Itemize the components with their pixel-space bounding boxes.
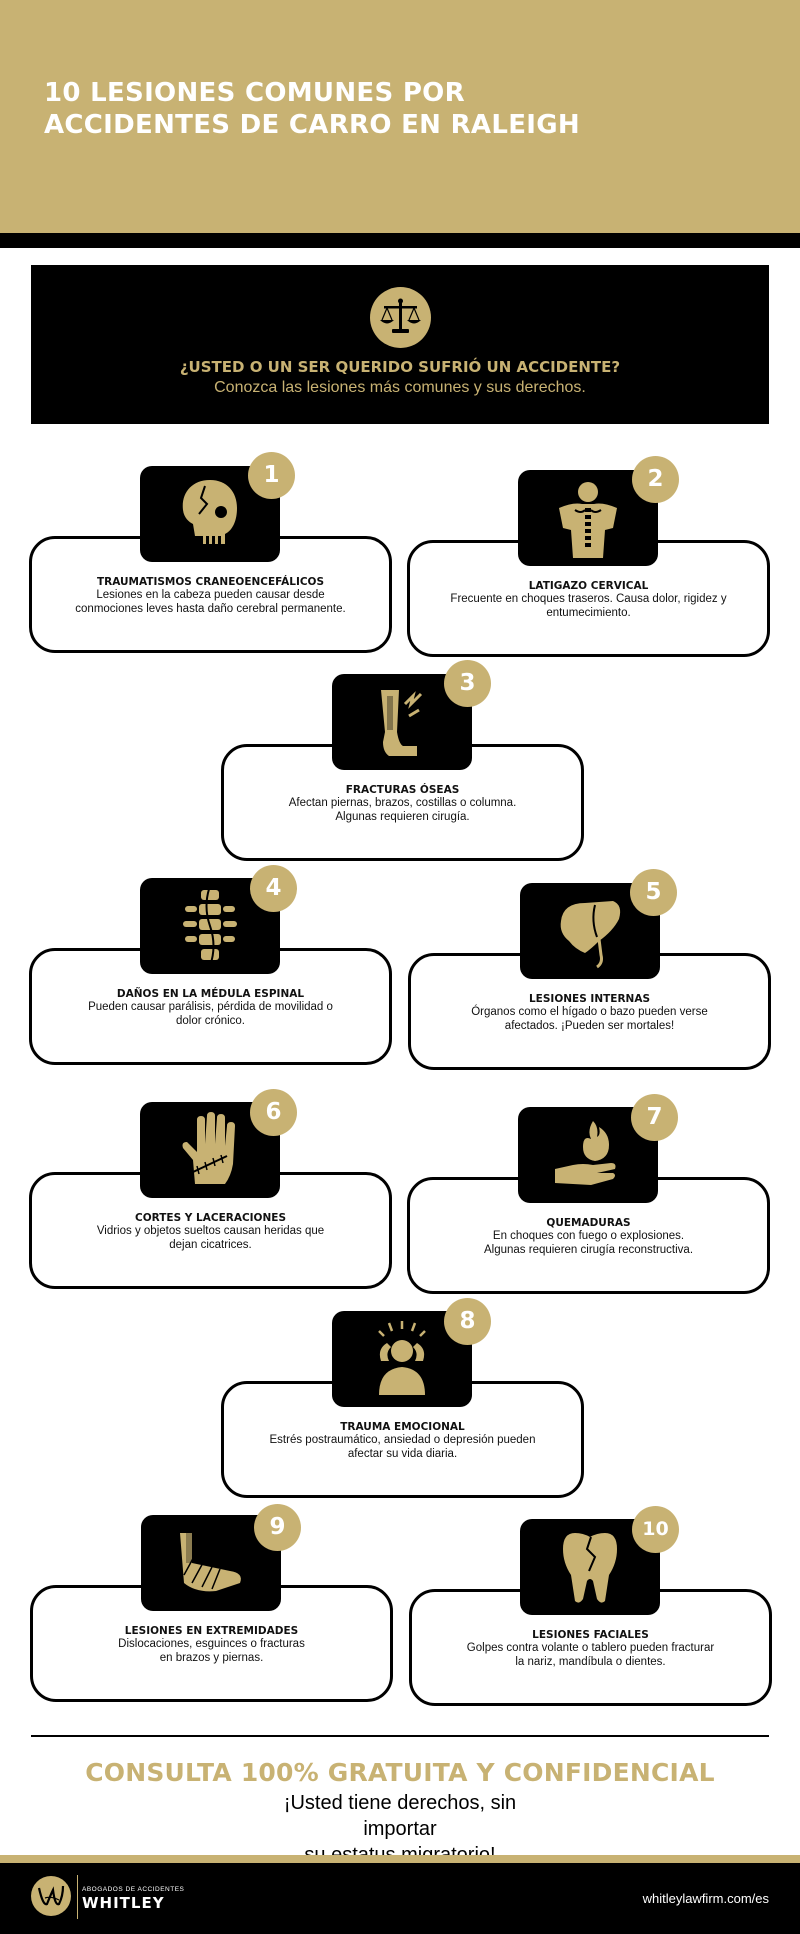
whitley-monogram-icon[interactable] [31, 1876, 71, 1916]
injury-number-badge: 10 [632, 1506, 679, 1553]
injury-desc-line1: Golpes contra volante o tablero pueden fracturar [466, 1642, 715, 1654]
injury-title: TRAUMA EMOCIONAL [340, 1421, 465, 1433]
injury-desc-line2: conmociones leves hasta daño cerebral permanente. [75, 602, 346, 615]
injury-title: QUEMADURAS [546, 1217, 631, 1229]
injury-desc-line2: la nariz, mandíbula o dientes. [515, 1655, 666, 1668]
injury-desc-line2: afectar su vida diaria. [347, 1447, 458, 1460]
header-divider-bar [0, 233, 800, 248]
logo-separator [77, 1875, 78, 1919]
injury-title: LESIONES EN EXTREMIDADES [124, 1625, 299, 1637]
scales-of-justice-icon [370, 287, 431, 348]
intro-subtitle: Conozca las lesiones más comunes y sus derechos. [214, 379, 586, 396]
injury-title: TRAUMATISMOS CRANEOENCEFÁLICOS [96, 576, 325, 588]
injury-number-badge: 3 [444, 660, 491, 707]
page-title-line2: ACCIDENTES DE CARRO EN RALEIGH [44, 110, 580, 140]
injury-number-badge: 8 [444, 1298, 491, 1345]
injury-desc-line1: Órganos como el hígado o bazo pueden verse [471, 1006, 708, 1018]
injury-desc-line2: dolor crónico. [175, 1014, 246, 1027]
injury-title: LESIONES INTERNAS [528, 993, 651, 1005]
injury-desc-line1: Pueden causar parálisis, pérdida de movilidad o [88, 1001, 333, 1013]
injury-number-badge: 6 [250, 1089, 297, 1136]
injury-desc-line1: Frecuente en choques traseros. Causa dolor, rigidez y [450, 593, 727, 605]
injury-desc-line1: Afectan piernas, brazos, costillas o columna. [288, 797, 517, 809]
injury-desc-line1: Dislocaciones, esguinces o fracturas [118, 1638, 305, 1650]
logo-subtitle: ABOGADOS DE ACCIDENTES [82, 1886, 185, 1893]
injury-desc-line2: en brazos y piernas. [159, 1651, 264, 1664]
injury-title: LESIONES FACIALES [532, 1629, 649, 1641]
cta-line1: ¡Usted tiene derechos, sin importar [283, 1792, 517, 1840]
injury-title: LATIGAZO CERVICAL [528, 580, 649, 592]
injury-desc-line1: Estrés postraumático, ansiedad o depresión pueden [269, 1434, 536, 1446]
injury-desc-line2: afectados. ¡Pueden ser mortales! [504, 1019, 675, 1032]
website-link[interactable]: whitleylawfirm.com/es [642, 1891, 769, 1906]
injury-number-badge: 2 [632, 456, 679, 503]
injury-desc-line1: Lesiones en la cabeza pueden causar desde [96, 589, 325, 601]
injury-number-badge: 9 [254, 1504, 301, 1551]
injury-desc-line2: dejan cicatrices. [169, 1238, 252, 1251]
section-divider [31, 1735, 769, 1737]
intro-panel [31, 265, 769, 424]
page-title [44, 77, 664, 141]
injury-desc-line2: Algunas requieren cirugía. [335, 810, 470, 823]
injury-desc-line1: Vidrios y objetos sueltos causan heridas que [96, 1225, 325, 1237]
footer [0, 1863, 800, 1934]
injury-title: FRACTURAS ÓSEAS [345, 784, 460, 796]
injury-desc-line1: En choques con fuego o explosiones. [492, 1230, 685, 1242]
injury-desc-line2: entumecimiento. [546, 606, 631, 619]
injury-title: CORTES Y LACERACIONES [134, 1212, 287, 1224]
injury-desc-line2: Algunas requieren cirugía reconstructiva. [483, 1243, 694, 1256]
injury-number-badge: 7 [631, 1094, 678, 1141]
intro-question: ¿USTED O UN SER QUERIDO SUFRIÓ UN ACCIDENTE? [179, 358, 621, 376]
page-title-line1: 10 LESIONES COMUNES POR [44, 78, 465, 108]
header-banner [0, 0, 800, 233]
injury-title: DAÑOS EN LA MÉDULA ESPINAL [116, 988, 305, 1000]
cta-title: CONSULTA 100% GRATUITA Y CONFIDENCIAL [85, 1758, 715, 1787]
injury-number-badge: 5 [630, 869, 677, 916]
injury-number-badge: 4 [250, 865, 297, 912]
injury-number-badge: 1 [248, 452, 295, 499]
logo-name[interactable]: WHITLEY [82, 1894, 165, 1912]
footer-strip [0, 1855, 800, 1863]
